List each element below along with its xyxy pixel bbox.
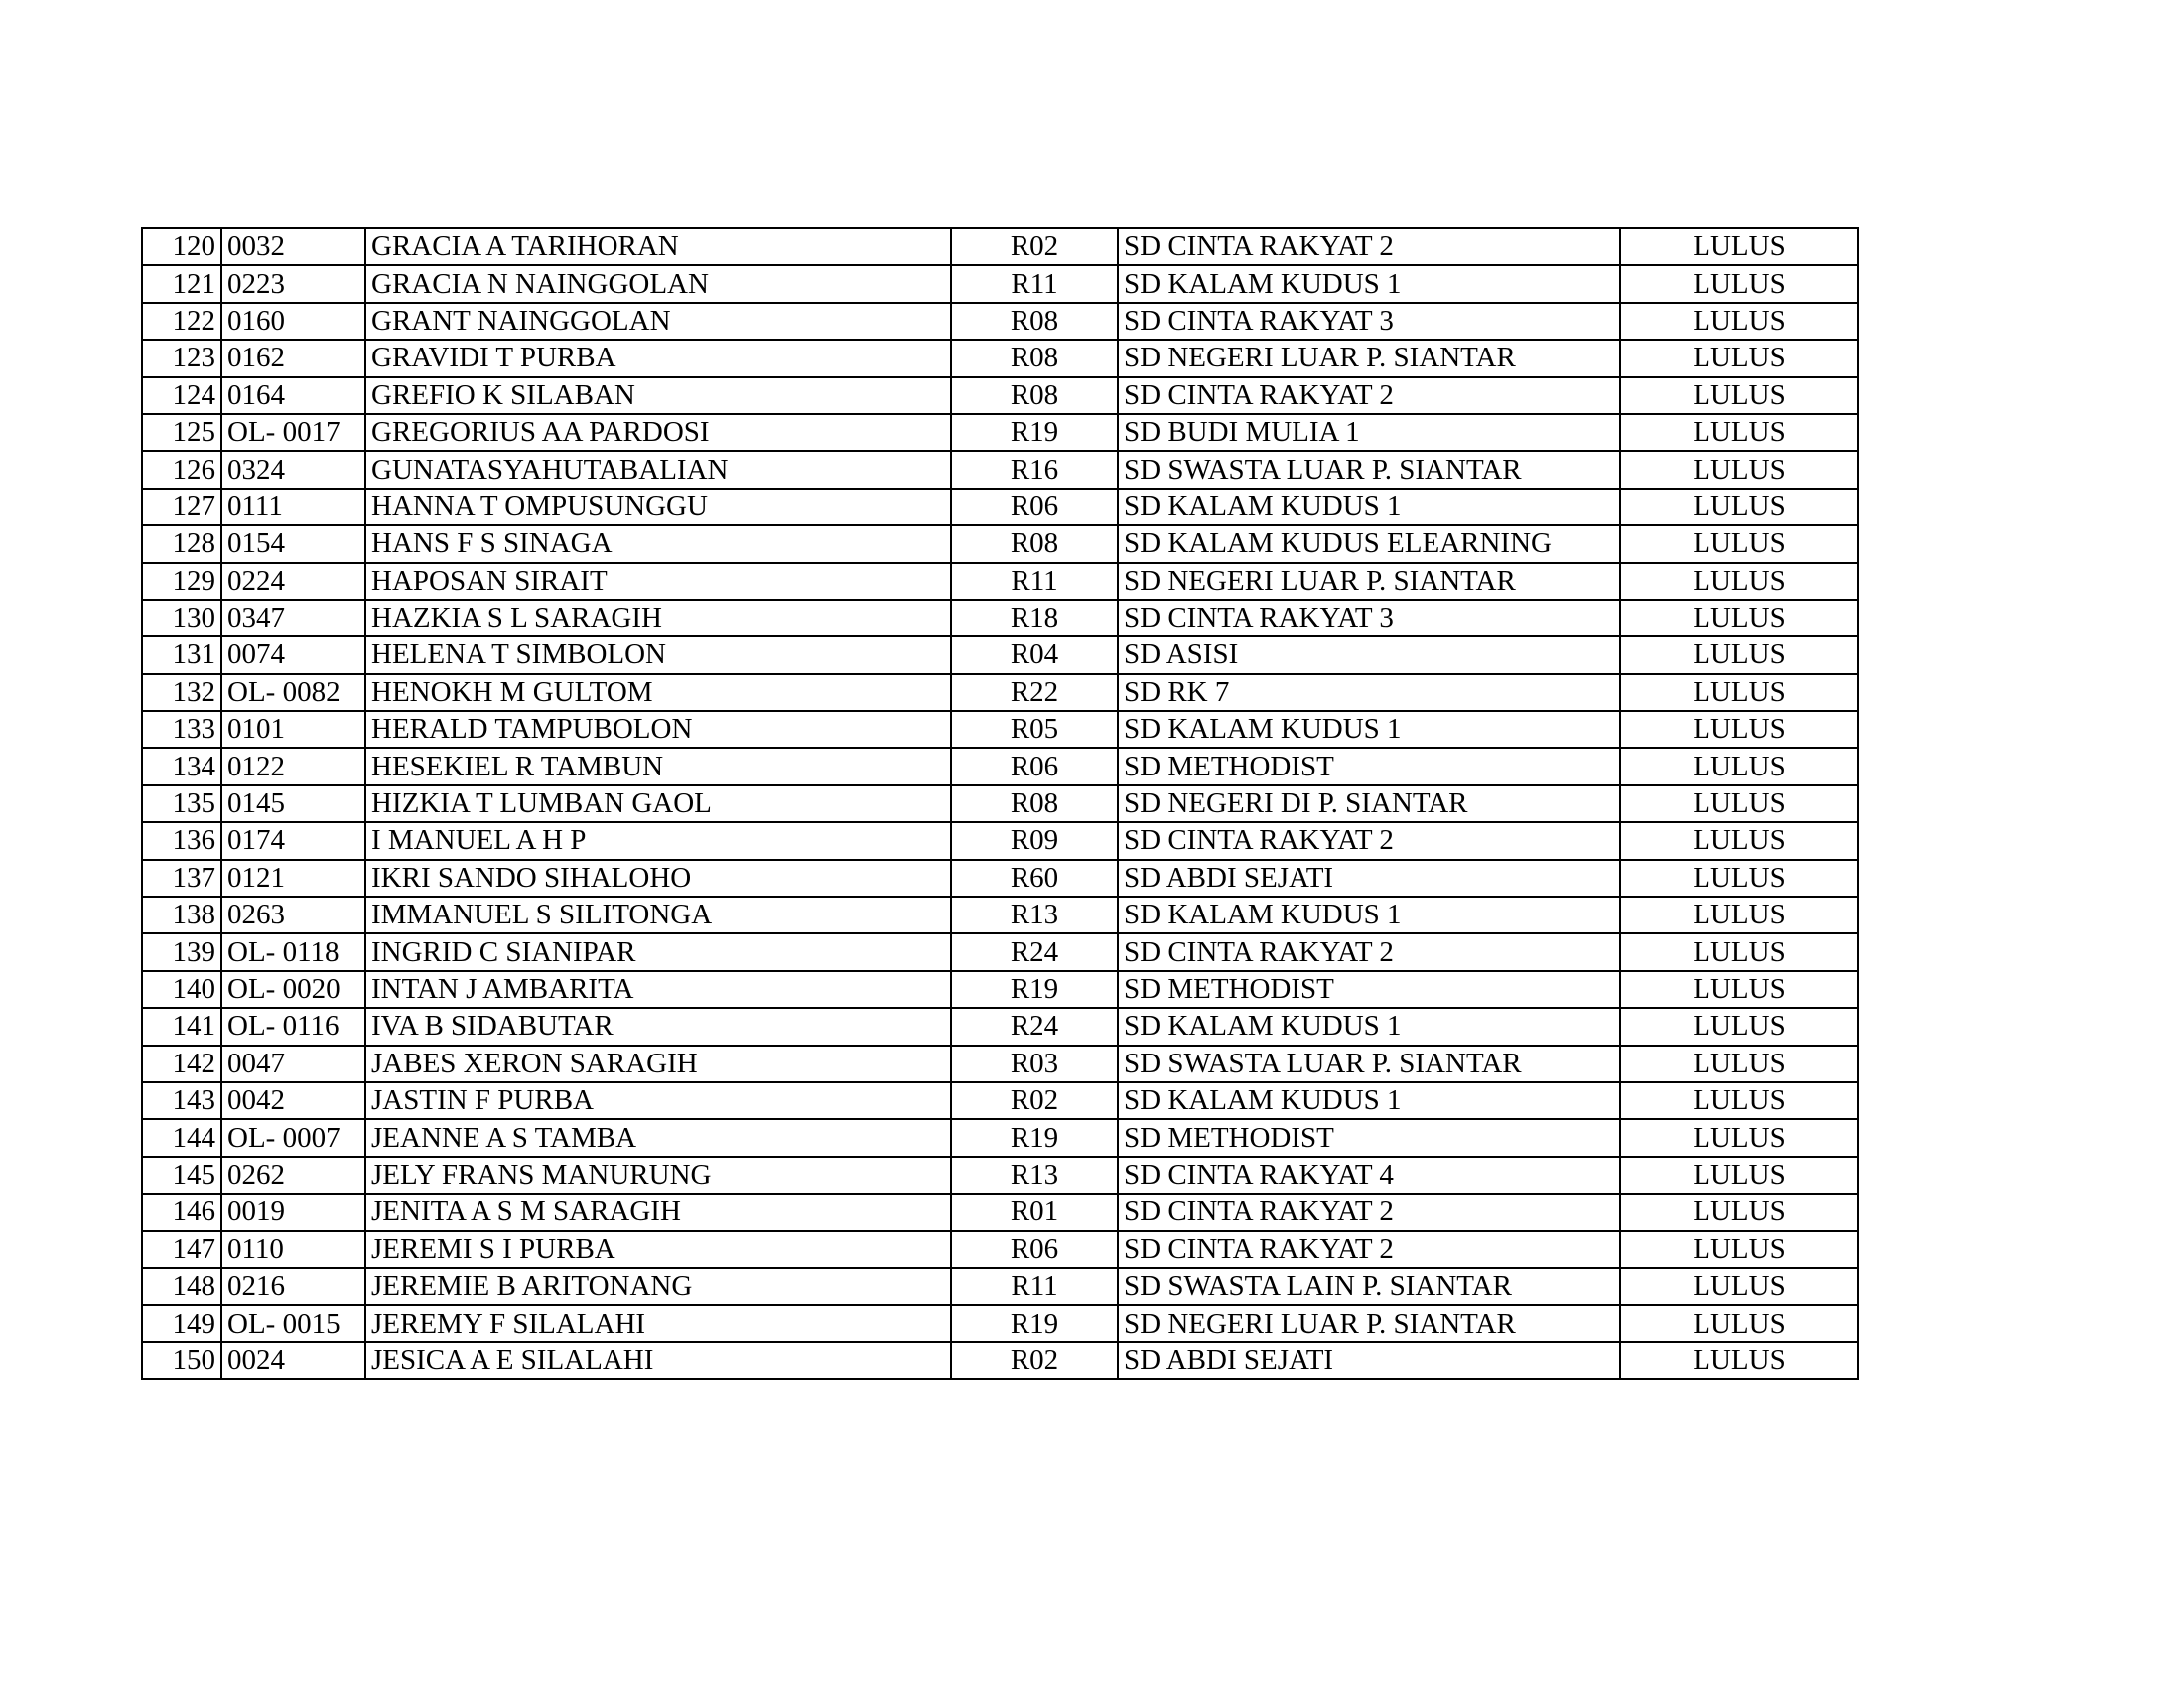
status-result: LULUS [1620, 1194, 1858, 1230]
participant-code: OL- 0082 [221, 674, 365, 711]
table-row [142, 600, 1858, 636]
room-code: R02 [951, 228, 1118, 265]
status-result: LULUS [1620, 1268, 1858, 1305]
school-name: SD SWASTA LUAR P. SIANTAR [1118, 1046, 1620, 1082]
participant-code: 0263 [221, 897, 365, 933]
table-row [142, 265, 1858, 302]
school-name: SD RK 7 [1118, 674, 1620, 711]
row-number: 121 [142, 265, 221, 302]
table-row [142, 1305, 1858, 1341]
participant-code: OL- 0017 [221, 414, 365, 451]
student-name: JEREMI S I PURBA [365, 1231, 951, 1268]
table-row [142, 563, 1858, 600]
participant-code: 0047 [221, 1046, 365, 1082]
student-name: JEREMY F SILALAHI [365, 1305, 951, 1341]
row-number: 141 [142, 1008, 221, 1045]
participant-code: OL- 0015 [221, 1305, 365, 1341]
school-name: SD CINTA RAKYAT 2 [1118, 1194, 1620, 1230]
room-code: R24 [951, 1008, 1118, 1045]
participant-code: 0216 [221, 1268, 365, 1305]
row-number: 150 [142, 1342, 221, 1379]
table-row [142, 377, 1858, 414]
school-name: SD CINTA RAKYAT 3 [1118, 600, 1620, 636]
table-row [142, 414, 1858, 451]
row-number: 127 [142, 489, 221, 525]
table-row [142, 636, 1858, 673]
student-name: INTAN J AMBARITA [365, 971, 951, 1008]
room-code: R13 [951, 1157, 1118, 1194]
status-result: LULUS [1620, 1082, 1858, 1119]
table-row [142, 933, 1858, 970]
school-name: SD KALAM KUDUS 1 [1118, 1082, 1620, 1119]
table-row [142, 1046, 1858, 1082]
status-result: LULUS [1620, 340, 1858, 376]
school-name: SD KALAM KUDUS 1 [1118, 1008, 1620, 1045]
table-row [142, 451, 1858, 488]
status-result: LULUS [1620, 1157, 1858, 1194]
student-name: GREGORIUS AA PARDOSI [365, 414, 951, 451]
student-name: HAPOSAN SIRAIT [365, 563, 951, 600]
status-result: LULUS [1620, 748, 1858, 784]
student-name: HENOKH M GULTOM [365, 674, 951, 711]
room-code: R09 [951, 822, 1118, 859]
status-result: LULUS [1620, 525, 1858, 562]
participant-code: 0074 [221, 636, 365, 673]
participant-code: 0110 [221, 1231, 365, 1268]
table-row [142, 1008, 1858, 1045]
student-name: GREFIO K SILABAN [365, 377, 951, 414]
room-code: R19 [951, 414, 1118, 451]
student-name: GRACIA N NAINGGOLAN [365, 265, 951, 302]
status-result: LULUS [1620, 674, 1858, 711]
status-result: LULUS [1620, 1342, 1858, 1379]
room-code: R04 [951, 636, 1118, 673]
table-row [142, 1194, 1858, 1230]
status-result: LULUS [1620, 785, 1858, 822]
status-result: LULUS [1620, 377, 1858, 414]
student-name: JEANNE A S TAMBA [365, 1119, 951, 1156]
student-name: JASTIN F PURBA [365, 1082, 951, 1119]
status-result: LULUS [1620, 933, 1858, 970]
status-result: LULUS [1620, 1305, 1858, 1341]
row-number: 145 [142, 1157, 221, 1194]
participant-code: 0145 [221, 785, 365, 822]
student-name: IVA B SIDABUTAR [365, 1008, 951, 1045]
row-number: 137 [142, 860, 221, 897]
participant-code: 0101 [221, 711, 365, 748]
status-result: LULUS [1620, 971, 1858, 1008]
room-code: R19 [951, 971, 1118, 1008]
table-row [142, 525, 1858, 562]
results-table-body [142, 228, 1858, 1379]
student-name: HANS F S SINAGA [365, 525, 951, 562]
school-name: SD NEGERI LUAR P. SIANTAR [1118, 340, 1620, 376]
room-code: R60 [951, 860, 1118, 897]
participant-code: 0223 [221, 265, 365, 302]
table-row [142, 1268, 1858, 1305]
row-number: 138 [142, 897, 221, 933]
student-name: IMMANUEL S SILITONGA [365, 897, 951, 933]
row-number: 134 [142, 748, 221, 784]
school-name: SD KALAM KUDUS 1 [1118, 489, 1620, 525]
table-row [142, 340, 1858, 376]
student-name: JELY FRANS MANURUNG [365, 1157, 951, 1194]
table-row [142, 785, 1858, 822]
school-name: SD KALAM KUDUS ELEARNING [1118, 525, 1620, 562]
room-code: R11 [951, 563, 1118, 600]
participant-code: 0032 [221, 228, 365, 265]
table-row [142, 1157, 1858, 1194]
room-code: R19 [951, 1119, 1118, 1156]
table-row [142, 1342, 1858, 1379]
participant-code: 0164 [221, 377, 365, 414]
school-name: SD SWASTA LUAR P. SIANTAR [1118, 451, 1620, 488]
row-number: 143 [142, 1082, 221, 1119]
school-name: SD METHODIST [1118, 971, 1620, 1008]
status-result: LULUS [1620, 228, 1858, 265]
table-row [142, 674, 1858, 711]
student-name: HAZKIA S L SARAGIH [365, 600, 951, 636]
row-number: 131 [142, 636, 221, 673]
student-name: GUNATASYAHUTABALIAN [365, 451, 951, 488]
participant-code: 0111 [221, 489, 365, 525]
room-code: R08 [951, 303, 1118, 340]
student-name: I MANUEL A H P [365, 822, 951, 859]
participant-code: 0324 [221, 451, 365, 488]
table-row [142, 1231, 1858, 1268]
student-name: JEREMIE B ARITONANG [365, 1268, 951, 1305]
row-number: 148 [142, 1268, 221, 1305]
school-name: SD NEGERI LUAR P. SIANTAR [1118, 1305, 1620, 1341]
student-name: GRANT NAINGGOLAN [365, 303, 951, 340]
status-result: LULUS [1620, 600, 1858, 636]
school-name: SD KALAM KUDUS 1 [1118, 265, 1620, 302]
table-row [142, 1119, 1858, 1156]
participant-code: 0262 [221, 1157, 365, 1194]
status-result: LULUS [1620, 1046, 1858, 1082]
table-row [142, 303, 1858, 340]
row-number: 124 [142, 377, 221, 414]
row-number: 136 [142, 822, 221, 859]
participant-code: 0224 [221, 563, 365, 600]
student-name: INGRID C SIANIPAR [365, 933, 951, 970]
row-number: 133 [142, 711, 221, 748]
table-row [142, 860, 1858, 897]
participant-code: OL- 0007 [221, 1119, 365, 1156]
row-number: 126 [142, 451, 221, 488]
student-name: IKRI SANDO SIHALOHO [365, 860, 951, 897]
status-result: LULUS [1620, 711, 1858, 748]
room-code: R02 [951, 1082, 1118, 1119]
student-name: JENITA A S M SARAGIH [365, 1194, 951, 1230]
row-number: 128 [142, 525, 221, 562]
room-code: R11 [951, 265, 1118, 302]
table-row [142, 897, 1858, 933]
participant-code: 0160 [221, 303, 365, 340]
row-number: 140 [142, 971, 221, 1008]
participant-code: OL- 0118 [221, 933, 365, 970]
room-code: R13 [951, 897, 1118, 933]
row-number: 129 [142, 563, 221, 600]
room-code: R03 [951, 1046, 1118, 1082]
status-result: LULUS [1620, 822, 1858, 859]
participant-code: 0162 [221, 340, 365, 376]
row-number: 122 [142, 303, 221, 340]
school-name: SD CINTA RAKYAT 2 [1118, 228, 1620, 265]
row-number: 149 [142, 1305, 221, 1341]
student-name: JESICA A E SILALAHI [365, 1342, 951, 1379]
row-number: 139 [142, 933, 221, 970]
school-name: SD NEGERI DI P. SIANTAR [1118, 785, 1620, 822]
row-number: 147 [142, 1231, 221, 1268]
table-row [142, 1082, 1858, 1119]
row-number: 142 [142, 1046, 221, 1082]
participant-code: 0019 [221, 1194, 365, 1230]
school-name: SD KALAM KUDUS 1 [1118, 711, 1620, 748]
school-name: SD NEGERI LUAR P. SIANTAR [1118, 563, 1620, 600]
table-row [142, 971, 1858, 1008]
room-code: R08 [951, 377, 1118, 414]
school-name: SD CINTA RAKYAT 2 [1118, 377, 1620, 414]
room-code: R08 [951, 525, 1118, 562]
room-code: R05 [951, 711, 1118, 748]
participant-code: OL- 0116 [221, 1008, 365, 1045]
status-result: LULUS [1620, 860, 1858, 897]
participant-code: 0347 [221, 600, 365, 636]
student-name: HIZKIA T LUMBAN GAOL [365, 785, 951, 822]
room-code: R02 [951, 1342, 1118, 1379]
room-code: R22 [951, 674, 1118, 711]
room-code: R16 [951, 451, 1118, 488]
room-code: R19 [951, 1305, 1118, 1341]
status-result: LULUS [1620, 451, 1858, 488]
row-number: 123 [142, 340, 221, 376]
table-row [142, 748, 1858, 784]
room-code: R18 [951, 600, 1118, 636]
participant-code: OL- 0020 [221, 971, 365, 1008]
room-code: R24 [951, 933, 1118, 970]
school-name: SD SWASTA LAIN P. SIANTAR [1118, 1268, 1620, 1305]
row-number: 120 [142, 228, 221, 265]
student-name: JABES XERON SARAGIH [365, 1046, 951, 1082]
school-name: SD BUDI MULIA 1 [1118, 414, 1620, 451]
status-result: LULUS [1620, 303, 1858, 340]
participant-code: 0121 [221, 860, 365, 897]
table-row [142, 711, 1858, 748]
status-result: LULUS [1620, 897, 1858, 933]
room-code: R06 [951, 748, 1118, 784]
room-code: R06 [951, 489, 1118, 525]
school-name: SD KALAM KUDUS 1 [1118, 897, 1620, 933]
student-name: GRACIA A TARIHORAN [365, 228, 951, 265]
school-name: SD ASISI [1118, 636, 1620, 673]
room-code: R11 [951, 1268, 1118, 1305]
row-number: 144 [142, 1119, 221, 1156]
student-name: HELENA T SIMBOLON [365, 636, 951, 673]
status-result: LULUS [1620, 489, 1858, 525]
school-name: SD CINTA RAKYAT 2 [1118, 1231, 1620, 1268]
school-name: SD METHODIST [1118, 1119, 1620, 1156]
room-code: R01 [951, 1194, 1118, 1230]
school-name: SD METHODIST [1118, 748, 1620, 784]
room-code: R06 [951, 1231, 1118, 1268]
status-result: LULUS [1620, 636, 1858, 673]
results-table [141, 227, 1859, 1380]
participant-code: 0174 [221, 822, 365, 859]
status-result: LULUS [1620, 265, 1858, 302]
row-number: 130 [142, 600, 221, 636]
row-number: 146 [142, 1194, 221, 1230]
student-name: HANNA T OMPUSUNGGU [365, 489, 951, 525]
student-name: HERALD TAMPUBOLON [365, 711, 951, 748]
school-name: SD ABDI SEJATI [1118, 860, 1620, 897]
status-result: LULUS [1620, 414, 1858, 451]
participant-code: 0024 [221, 1342, 365, 1379]
participant-code: 0042 [221, 1082, 365, 1119]
row-number: 132 [142, 674, 221, 711]
school-name: SD CINTA RAKYAT 2 [1118, 933, 1620, 970]
school-name: SD ABDI SEJATI [1118, 1342, 1620, 1379]
participant-code: 0122 [221, 748, 365, 784]
row-number: 135 [142, 785, 221, 822]
student-name: GRAVIDI T PURBA [365, 340, 951, 376]
table-row [142, 228, 1858, 265]
school-name: SD CINTA RAKYAT 2 [1118, 822, 1620, 859]
row-number: 125 [142, 414, 221, 451]
table-row [142, 822, 1858, 859]
status-result: LULUS [1620, 1231, 1858, 1268]
room-code: R08 [951, 785, 1118, 822]
table-row [142, 489, 1858, 525]
room-code: R08 [951, 340, 1118, 376]
school-name: SD CINTA RAKYAT 4 [1118, 1157, 1620, 1194]
status-result: LULUS [1620, 1119, 1858, 1156]
school-name: SD CINTA RAKYAT 3 [1118, 303, 1620, 340]
status-result: LULUS [1620, 1008, 1858, 1045]
student-name: HESEKIEL R TAMBUN [365, 748, 951, 784]
status-result: LULUS [1620, 563, 1858, 600]
participant-code: 0154 [221, 525, 365, 562]
